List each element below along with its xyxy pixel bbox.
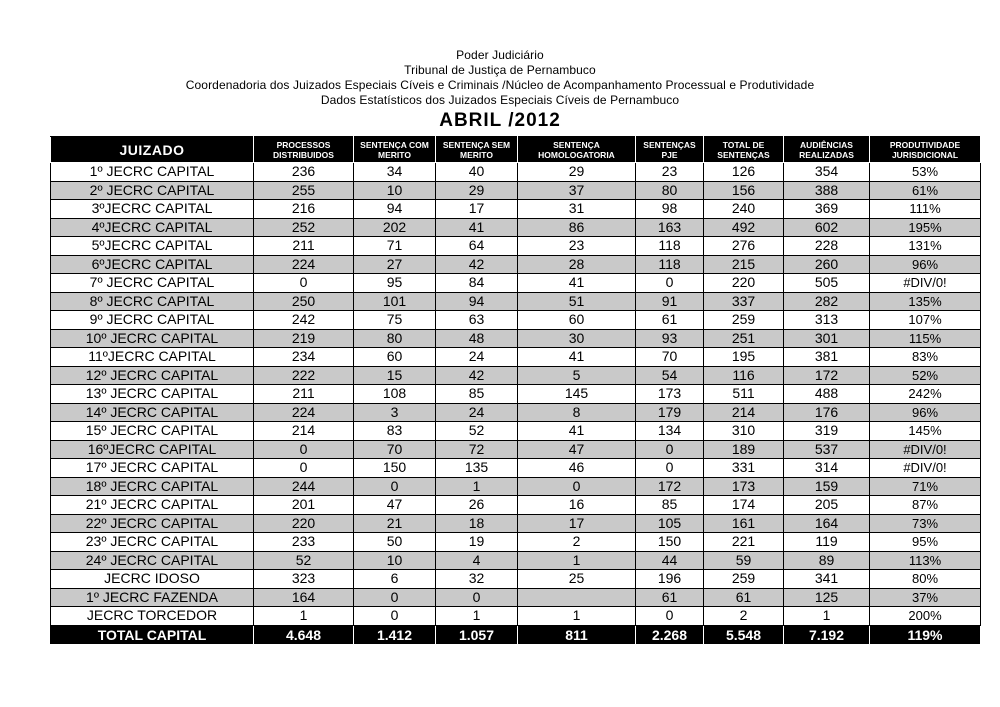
table-row <box>51 200 981 219</box>
table-cell: 220 <box>254 514 354 533</box>
col-header-juizado: JUIZADO <box>51 137 254 163</box>
table-row <box>51 181 981 200</box>
table-cell: 388 <box>784 181 870 200</box>
produtividade-cell: #DIV/0! <box>870 440 981 459</box>
total-cell: 1.057 <box>436 625 518 644</box>
header-line-3: Coordenadoria dos Juizados Especiais Cíveis e Criminais /Núcleo de Acompanhamento Processual e Produtividade <box>185 78 815 92</box>
table-cell: 240 <box>704 200 784 219</box>
table-cell: 24 <box>436 403 518 422</box>
table-cell: 0 <box>354 607 436 626</box>
juizado-name: 1º JECRC FAZENDA <box>51 588 254 607</box>
table-row <box>51 366 981 385</box>
table-cell: 29 <box>518 163 636 182</box>
table-cell: 41 <box>518 274 636 293</box>
table-row <box>51 477 981 496</box>
table-cell: 369 <box>784 200 870 219</box>
table-cell: 164 <box>784 514 870 533</box>
col-header-processos: PROCESSOS DISTRIBUIDOS <box>254 137 354 163</box>
table-cell: 163 <box>636 218 704 237</box>
table-cell: 94 <box>436 292 518 311</box>
table-cell: 220 <box>704 274 784 293</box>
table-cell: 41 <box>518 348 636 367</box>
table-cell: 23 <box>636 163 704 182</box>
table-cell: 61 <box>636 311 704 330</box>
table-cell: 134 <box>636 422 704 441</box>
juizado-name: 24º JECRC CAPITAL <box>51 551 254 570</box>
produtividade-cell: 113% <box>870 551 981 570</box>
table-cell: 201 <box>254 496 354 515</box>
table-row <box>51 274 981 293</box>
table-cell: 70 <box>354 440 436 459</box>
table-row <box>51 292 981 311</box>
table-cell: 211 <box>254 385 354 404</box>
table-cell: 310 <box>704 422 784 441</box>
table-cell: 70 <box>636 348 704 367</box>
table-cell: 250 <box>254 292 354 311</box>
table-cell: 252 <box>254 218 354 237</box>
table-cell: 108 <box>354 385 436 404</box>
table-cell: 95 <box>354 274 436 293</box>
table-cell: 1 <box>784 607 870 626</box>
col-header-produtividade: PRODUTIVIDADE JURISDICIONAL <box>870 137 981 163</box>
juizado-name: 12º JECRC CAPITAL <box>51 366 254 385</box>
produtividade-cell: 80% <box>870 570 981 589</box>
table-cell: 80 <box>636 181 704 200</box>
table-cell: 221 <box>704 533 784 552</box>
table-cell: 492 <box>704 218 784 237</box>
table-cell: 126 <box>704 163 784 182</box>
produtividade-cell: 61% <box>870 181 981 200</box>
table-cell: 215 <box>704 255 784 274</box>
table-cell: 0 <box>254 440 354 459</box>
table-cell: 0 <box>354 588 436 607</box>
table-row <box>51 403 981 422</box>
table-cell: 314 <box>784 459 870 478</box>
header-line-2: Tribunal de Justiça de Pernambuco <box>404 63 596 77</box>
table-cell: 301 <box>784 329 870 348</box>
produtividade-cell: 242% <box>870 385 981 404</box>
juizado-name: 21º JECRC CAPITAL <box>51 496 254 515</box>
juizado-name: 7º JECRC CAPITAL <box>51 274 254 293</box>
produtividade-cell: 115% <box>870 329 981 348</box>
produtividade-cell: 96% <box>870 403 981 422</box>
table-cell: 234 <box>254 348 354 367</box>
table-cell: 6 <box>354 570 436 589</box>
table-row <box>51 237 981 256</box>
table-row <box>51 588 981 607</box>
juizado-name: 4ºJECRC CAPITAL <box>51 218 254 237</box>
table-cell: 125 <box>784 588 870 607</box>
table-cell: 1 <box>436 477 518 496</box>
table-cell: 24 <box>436 348 518 367</box>
table-cell: 2 <box>704 607 784 626</box>
table-cell: 150 <box>354 459 436 478</box>
table-cell: 37 <box>518 181 636 200</box>
table-cell: 84 <box>436 274 518 293</box>
table-cell: 54 <box>636 366 704 385</box>
table-row <box>51 255 981 274</box>
table-cell: 21 <box>354 514 436 533</box>
table-cell: 1 <box>436 607 518 626</box>
table-cell: 1 <box>518 607 636 626</box>
produtividade-cell: 200% <box>870 607 981 626</box>
table-cell: 34 <box>354 163 436 182</box>
table-row <box>51 459 981 478</box>
table-cell: 51 <box>518 292 636 311</box>
juizado-name: 6ºJECRC CAPITAL <box>51 255 254 274</box>
table-cell: 145 <box>518 385 636 404</box>
table-cell: 89 <box>784 551 870 570</box>
table-cell: 319 <box>784 422 870 441</box>
table-cell: 0 <box>636 440 704 459</box>
table-cell: 116 <box>704 366 784 385</box>
juizado-name: 14º JECRC CAPITAL <box>51 403 254 422</box>
produtividade-cell: 53% <box>870 163 981 182</box>
juizado-name: 1º JECRC CAPITAL <box>51 163 254 182</box>
table-cell: 46 <box>518 459 636 478</box>
table-cell: 60 <box>518 311 636 330</box>
table-cell: 488 <box>784 385 870 404</box>
total-cell: 1.412 <box>354 625 436 644</box>
table-cell: 233 <box>254 533 354 552</box>
table-cell: 61 <box>704 588 784 607</box>
produtividade-cell: 131% <box>870 237 981 256</box>
table-header-row <box>51 137 981 163</box>
table-cell: 47 <box>354 496 436 515</box>
table-cell: 119 <box>784 533 870 552</box>
table-cell: 0 <box>636 274 704 293</box>
juizado-name: 3ºJECRC CAPITAL <box>51 200 254 219</box>
table-cell: 61 <box>636 588 704 607</box>
produtividade-cell: 96% <box>870 255 981 274</box>
table-cell: 0 <box>254 459 354 478</box>
table-cell: 214 <box>704 403 784 422</box>
table-cell: 2 <box>518 533 636 552</box>
table-cell: 10 <box>354 551 436 570</box>
produtividade-cell: 195% <box>870 218 981 237</box>
table-cell: 60 <box>354 348 436 367</box>
total-label: TOTAL CAPITAL <box>51 625 254 644</box>
table-cell: 205 <box>784 496 870 515</box>
table-cell: 196 <box>636 570 704 589</box>
produtividade-cell: 145% <box>870 422 981 441</box>
produtividade-cell: 52% <box>870 366 981 385</box>
table-cell: 176 <box>784 403 870 422</box>
table-cell: 331 <box>704 459 784 478</box>
table-cell: 216 <box>254 200 354 219</box>
juizado-name: 9º JECRC CAPITAL <box>51 311 254 330</box>
table-cell: 10 <box>354 181 436 200</box>
table-row <box>51 163 981 182</box>
table-cell: 94 <box>354 200 436 219</box>
table-cell: 30 <box>518 329 636 348</box>
table-cell: 228 <box>784 237 870 256</box>
juizado-name: 8º JECRC CAPITAL <box>51 292 254 311</box>
table-cell: 93 <box>636 329 704 348</box>
table-cell: 202 <box>354 218 436 237</box>
table-cell: 259 <box>704 311 784 330</box>
total-cell: 7.192 <box>784 625 870 644</box>
total-cell: 2.268 <box>636 625 704 644</box>
table-cell: 8 <box>518 403 636 422</box>
col-header-sentencas-pje: SENTENÇAS PJE <box>636 137 704 163</box>
table-cell: 224 <box>254 255 354 274</box>
table-cell: 260 <box>784 255 870 274</box>
juizado-name: 10º JECRC CAPITAL <box>51 329 254 348</box>
produtividade-cell: 107% <box>870 311 981 330</box>
table-cell: 214 <box>254 422 354 441</box>
juizado-name: JECRC IDOSO <box>51 570 254 589</box>
table-cell: 26 <box>436 496 518 515</box>
header-line-4: Dados Estatísticos dos Juizados Especiais Cíveis de Pernambuco <box>320 93 680 107</box>
table-cell: 505 <box>784 274 870 293</box>
table-cell: 31 <box>518 200 636 219</box>
statistics-table <box>50 136 981 645</box>
col-header-audiencias: AUDIÊNCIAS REALIZADAS <box>784 137 870 163</box>
juizado-name: 2º JECRC CAPITAL <box>51 181 254 200</box>
table-cell: 23 <box>518 237 636 256</box>
table-row <box>51 440 981 459</box>
table-row <box>51 348 981 367</box>
table-cell: 173 <box>704 477 784 496</box>
juizado-name: JECRC TORCEDOR <box>51 607 254 626</box>
table-cell: 59 <box>704 551 784 570</box>
table-cell: 32 <box>436 570 518 589</box>
table-cell: 219 <box>254 329 354 348</box>
table-row <box>51 514 981 533</box>
table-cell: 52 <box>254 551 354 570</box>
total-cell: 119% <box>870 625 981 644</box>
table-cell: 48 <box>436 329 518 348</box>
juizado-name: 18º JECRC CAPITAL <box>51 477 254 496</box>
produtividade-cell: 73% <box>870 514 981 533</box>
table-cell: 75 <box>354 311 436 330</box>
table-cell: 40 <box>436 163 518 182</box>
table-cell: 41 <box>518 422 636 441</box>
table-row <box>51 607 981 626</box>
table-cell: 323 <box>254 570 354 589</box>
table-cell: 0 <box>636 607 704 626</box>
produtividade-cell: 95% <box>870 533 981 552</box>
table-cell: 602 <box>784 218 870 237</box>
table-cell: 85 <box>636 496 704 515</box>
table-row <box>51 570 981 589</box>
table-cell: 259 <box>704 570 784 589</box>
table-cell: 17 <box>436 200 518 219</box>
table-cell: 16 <box>518 496 636 515</box>
table-row <box>51 422 981 441</box>
table-cell: 381 <box>784 348 870 367</box>
col-header-sentenca-sem-merito: SENTENÇA SEM MERITO <box>436 137 518 163</box>
table-cell: 83 <box>354 422 436 441</box>
report-title: ABRIL /2012 <box>439 110 561 131</box>
col-header-total-sentencas: TOTAL DE SENTENÇAS <box>704 137 784 163</box>
total-cell: 811 <box>518 625 636 644</box>
table-row <box>51 329 981 348</box>
table-cell: 0 <box>518 477 636 496</box>
table-cell: 0 <box>636 459 704 478</box>
table-cell: 159 <box>784 477 870 496</box>
table-cell: 224 <box>254 403 354 422</box>
table-cell: 0 <box>436 588 518 607</box>
table-cell: 91 <box>636 292 704 311</box>
table-cell: 86 <box>518 218 636 237</box>
table-cell: 313 <box>784 311 870 330</box>
produtividade-cell: 111% <box>870 200 981 219</box>
table-cell: 174 <box>704 496 784 515</box>
produtividade-cell: 87% <box>870 496 981 515</box>
table-cell: 118 <box>636 237 704 256</box>
table-cell: 161 <box>704 514 784 533</box>
col-header-sentenca-com-merito: SENTENÇA COM MERITO <box>354 137 436 163</box>
table-cell: 80 <box>354 329 436 348</box>
table-cell: 0 <box>354 477 436 496</box>
table-cell: 150 <box>636 533 704 552</box>
table-cell: 52 <box>436 422 518 441</box>
produtividade-cell: 37% <box>870 588 981 607</box>
total-row <box>51 625 981 644</box>
table-row <box>51 533 981 552</box>
juizado-name: 22º JECRC CAPITAL <box>51 514 254 533</box>
table-cell: 1 <box>518 551 636 570</box>
table-cell: 47 <box>518 440 636 459</box>
table-cell: 195 <box>704 348 784 367</box>
col-header-sentenca-homologatoria: SENTENÇA HOMOLOGATORIA <box>518 137 636 163</box>
table-cell: 276 <box>704 237 784 256</box>
table-cell <box>518 588 636 607</box>
table-cell: 18 <box>436 514 518 533</box>
table-cell: 42 <box>436 366 518 385</box>
table-cell: 354 <box>784 163 870 182</box>
table-cell: 29 <box>436 181 518 200</box>
table-cell: 179 <box>636 403 704 422</box>
table-cell: 15 <box>354 366 436 385</box>
juizado-name: 17º JECRC CAPITAL <box>51 459 254 478</box>
table-cell: 222 <box>254 366 354 385</box>
header-line-1: Poder Judiciário <box>456 48 544 62</box>
table-cell: 42 <box>436 255 518 274</box>
report-header <box>0 48 1000 131</box>
table-cell: 71 <box>354 237 436 256</box>
table-cell: 85 <box>436 385 518 404</box>
produtividade-cell: #DIV/0! <box>870 274 981 293</box>
juizado-name: 23º JECRC CAPITAL <box>51 533 254 552</box>
table-cell: 537 <box>784 440 870 459</box>
table-cell: 189 <box>704 440 784 459</box>
table-row <box>51 385 981 404</box>
table-cell: 244 <box>254 477 354 496</box>
table-row <box>51 311 981 330</box>
table-row <box>51 551 981 570</box>
juizado-name: 16ºJECRC CAPITAL <box>51 440 254 459</box>
table-cell: 3 <box>354 403 436 422</box>
table-cell: 28 <box>518 255 636 274</box>
table-row <box>51 218 981 237</box>
table-cell: 173 <box>636 385 704 404</box>
table-row <box>51 496 981 515</box>
juizado-name: 15º JECRC CAPITAL <box>51 422 254 441</box>
juizado-name: 13º JECRC CAPITAL <box>51 385 254 404</box>
total-cell: 5.548 <box>704 625 784 644</box>
table-cell: 255 <box>254 181 354 200</box>
table-cell: 44 <box>636 551 704 570</box>
table-cell: 50 <box>354 533 436 552</box>
table-cell: 282 <box>784 292 870 311</box>
table-cell: 341 <box>784 570 870 589</box>
table-cell: 17 <box>518 514 636 533</box>
juizado-name: 11ºJECRC CAPITAL <box>51 348 254 367</box>
table-cell: 118 <box>636 255 704 274</box>
table-cell: 242 <box>254 311 354 330</box>
table-cell: 172 <box>636 477 704 496</box>
table-cell: 1 <box>254 607 354 626</box>
table-cell: 511 <box>704 385 784 404</box>
table-cell: 251 <box>704 329 784 348</box>
produtividade-cell: 83% <box>870 348 981 367</box>
juizado-name: 5ºJECRC CAPITAL <box>51 237 254 256</box>
table-cell: 41 <box>436 218 518 237</box>
produtividade-cell: #DIV/0! <box>870 459 981 478</box>
table-cell: 4 <box>436 551 518 570</box>
produtividade-cell: 71% <box>870 477 981 496</box>
table-cell: 63 <box>436 311 518 330</box>
table-cell: 105 <box>636 514 704 533</box>
table-cell: 211 <box>254 237 354 256</box>
table-cell: 27 <box>354 255 436 274</box>
table-cell: 64 <box>436 237 518 256</box>
table-cell: 19 <box>436 533 518 552</box>
total-cell: 4.648 <box>254 625 354 644</box>
table-cell: 0 <box>254 274 354 293</box>
table-cell: 5 <box>518 366 636 385</box>
table-cell: 236 <box>254 163 354 182</box>
table-cell: 25 <box>518 570 636 589</box>
table-cell: 172 <box>784 366 870 385</box>
table-cell: 98 <box>636 200 704 219</box>
table-cell: 72 <box>436 440 518 459</box>
table-cell: 135 <box>436 459 518 478</box>
table-cell: 156 <box>704 181 784 200</box>
table-cell: 101 <box>354 292 436 311</box>
produtividade-cell: 135% <box>870 292 981 311</box>
table-cell: 337 <box>704 292 784 311</box>
table-cell: 164 <box>254 588 354 607</box>
